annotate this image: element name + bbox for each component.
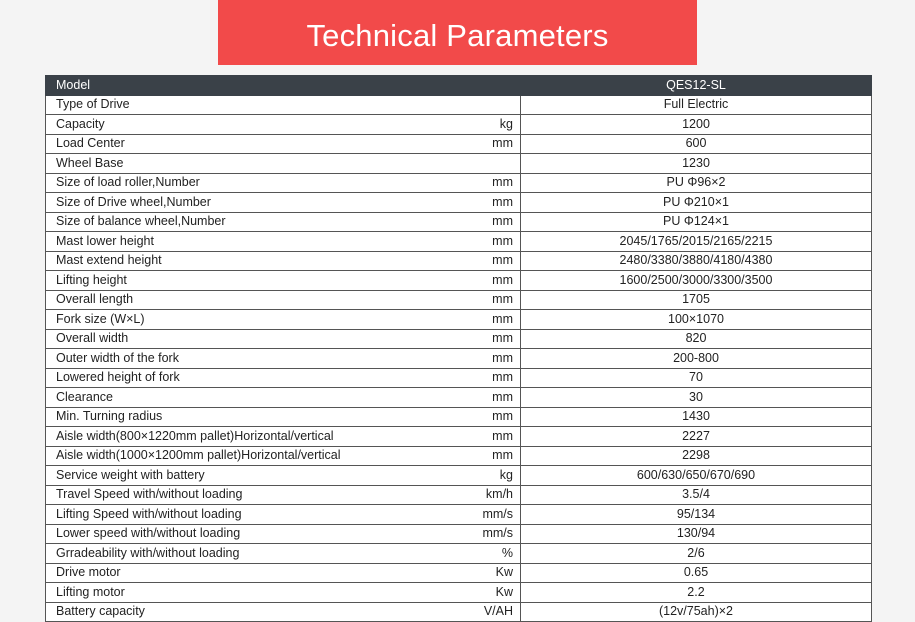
param-unit: mm (393, 173, 521, 193)
header-unit (393, 76, 521, 96)
param-name: Overall length (46, 290, 393, 310)
param-name: Travel Speed with/without loading (46, 485, 393, 505)
table-row (46, 583, 872, 603)
param-name: Aisle width(1000×1200mm pallet)Horizontal/vertical (46, 446, 393, 466)
param-unit: mm/s (393, 505, 521, 525)
param-name: Load Center (46, 134, 393, 154)
table-row (46, 95, 872, 115)
param-value: 1230 (521, 154, 872, 174)
table-row (46, 524, 872, 544)
param-value: 2227 (521, 427, 872, 447)
table-row (46, 407, 872, 427)
param-value: 600 (521, 134, 872, 154)
param-name: Battery capacity (46, 602, 393, 622)
param-unit: Kw (393, 563, 521, 583)
param-name: Outer width of the fork (46, 349, 393, 369)
spec-table (45, 75, 872, 622)
param-value: Full Electric (521, 95, 872, 115)
param-unit: mm (393, 349, 521, 369)
param-name: Overall width (46, 329, 393, 349)
param-unit: km/h (393, 485, 521, 505)
param-name: Clearance (46, 388, 393, 408)
param-name: Size of load roller,Number (46, 173, 393, 193)
table-row (46, 329, 872, 349)
param-value: 2480/3380/3880/4180/4380 (521, 251, 872, 271)
param-name: Lifting Speed with/without loading (46, 505, 393, 525)
param-unit: kg (393, 466, 521, 486)
table-row (46, 251, 872, 271)
table-row (46, 212, 872, 232)
param-value: 1705 (521, 290, 872, 310)
param-value: 130/94 (521, 524, 872, 544)
param-value: 30 (521, 388, 872, 408)
param-value: 95/134 (521, 505, 872, 525)
param-name: Lower speed with/without loading (46, 524, 393, 544)
param-name: Type of Drive (46, 95, 393, 115)
table-row (46, 115, 872, 135)
param-name: Grradeability with/without loading (46, 544, 393, 564)
table-row (46, 271, 872, 291)
page-title-banner (218, 0, 697, 65)
param-unit: mm (393, 407, 521, 427)
param-name: Drive motor (46, 563, 393, 583)
param-unit (393, 154, 521, 174)
param-name: Service weight with battery (46, 466, 393, 486)
table-row (46, 446, 872, 466)
param-unit: Kw (393, 583, 521, 603)
param-value: 600/630/650/670/690 (521, 466, 872, 486)
param-value: 2045/1765/2015/2165/2215 (521, 232, 872, 252)
table-row (46, 134, 872, 154)
table-row (46, 173, 872, 193)
param-unit: kg (393, 115, 521, 135)
param-value: PU Φ124×1 (521, 212, 872, 232)
table-row (46, 290, 872, 310)
param-name: Size of balance wheel,Number (46, 212, 393, 232)
table-row (46, 154, 872, 174)
param-unit: mm/s (393, 524, 521, 544)
table-row (46, 466, 872, 486)
table-row (46, 563, 872, 583)
table-header-row (46, 76, 872, 96)
param-value: PU Φ96×2 (521, 173, 872, 193)
table-row (46, 427, 872, 447)
param-name: Capacity (46, 115, 393, 135)
param-unit: mm (393, 232, 521, 252)
param-name: Lifting motor (46, 583, 393, 603)
param-value: 0.65 (521, 563, 872, 583)
param-unit: mm (393, 251, 521, 271)
param-unit: mm (393, 193, 521, 213)
param-unit: mm (393, 388, 521, 408)
param-value: 100×1070 (521, 310, 872, 330)
param-name: Mast lower height (46, 232, 393, 252)
param-unit: mm (393, 310, 521, 330)
param-value: 70 (521, 368, 872, 388)
param-name: Min. Turning radius (46, 407, 393, 427)
table-row (46, 193, 872, 213)
param-name: Lifting height (46, 271, 393, 291)
table-row (46, 368, 872, 388)
param-name: Lowered height of fork (46, 368, 393, 388)
table-row (46, 232, 872, 252)
param-unit: % (393, 544, 521, 564)
param-value: 1600/2500/3000/3300/3500 (521, 271, 872, 291)
param-value: PU Φ210×1 (521, 193, 872, 213)
param-name: Size of Drive wheel,Number (46, 193, 393, 213)
param-unit: mm (393, 290, 521, 310)
table-row (46, 310, 872, 330)
param-value: 2298 (521, 446, 872, 466)
param-value: 2.2 (521, 583, 872, 603)
header-model: QES12-SL (521, 76, 872, 96)
table-row (46, 485, 872, 505)
param-value: 3.5/4 (521, 485, 872, 505)
param-unit: mm (393, 212, 521, 232)
param-value: 2/6 (521, 544, 872, 564)
table-row (46, 505, 872, 525)
param-value: 200-800 (521, 349, 872, 369)
param-name: Aisle width(800×1220mm pallet)Horizontal/vertical (46, 427, 393, 447)
param-value: 1430 (521, 407, 872, 427)
table-row (46, 602, 872, 622)
param-value: 1200 (521, 115, 872, 135)
param-name: Fork size (W×L) (46, 310, 393, 330)
header-label: Model (46, 76, 393, 96)
table-row (46, 349, 872, 369)
param-unit (393, 95, 521, 115)
page-title: Technical Parameters (306, 17, 609, 53)
param-unit: V/AH (393, 602, 521, 622)
param-unit: mm (393, 329, 521, 349)
table-row (46, 388, 872, 408)
param-name: Wheel Base (46, 154, 393, 174)
param-unit: mm (393, 427, 521, 447)
param-unit: mm (393, 446, 521, 466)
param-unit: mm (393, 271, 521, 291)
spec-table-body (46, 76, 872, 622)
param-value: 820 (521, 329, 872, 349)
param-unit: mm (393, 134, 521, 154)
param-unit: mm (393, 368, 521, 388)
param-name: Mast extend height (46, 251, 393, 271)
param-value: (12v/75ah)×2 (521, 602, 872, 622)
table-row (46, 544, 872, 564)
